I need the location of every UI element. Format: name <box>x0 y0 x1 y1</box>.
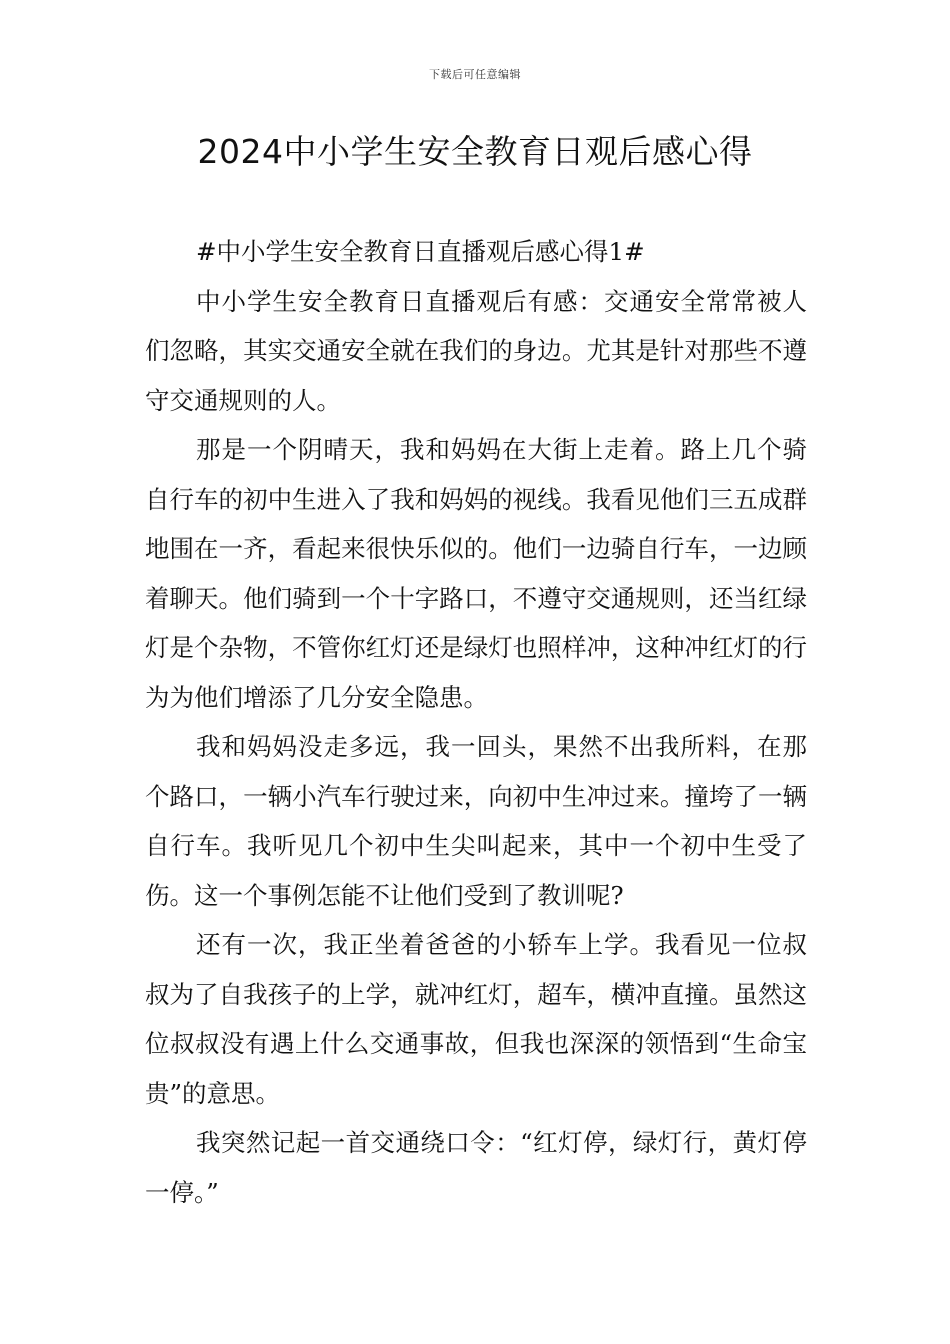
paragraph-intro: 中小学生安全教育日直播观后有感：交通安全常常被人们忽略，其实交通安全就在我们的身边。尤其是针对那些不遵守交通规则的人。 <box>145 286 807 415</box>
document-body <box>145 227 807 1217</box>
document-title: 2024中小学生安全教育日观后感心得 <box>197 132 753 171</box>
paragraph-accident: 我和妈妈没走多远，我一回头，果然不出我所料，在那个路口，一辆小汽车行驶过来，向初中生冲过来。撞垮了一辆自行车。我听见几个初中生尖叫起来，其中一个初中生受了伤。这一个事例怎能不让他们受到了教训呢? <box>145 732 807 910</box>
paragraph-section-heading: #中小学生安全教育日直播观后感心得1# <box>196 237 645 266</box>
paragraph-uncle: 还有一次，我正坐着爸爸的小轿车上学。我看见一位叔叔为了自我孩子的上学，就冲红灯，超车，横冲直撞。虽然这位叔叔没有遇上什么交通事故，但我也深深的领悟到“生命宝贵”的意思。 <box>145 930 807 1108</box>
paragraph-rhyme: 我突然记起一首交通绕口令：“红灯停，绿灯行，黄灯停一停。” <box>145 1128 807 1207</box>
paragraph-cyclists: 那是一个阴晴天，我和妈妈在大街上走着。路上几个骑自行车的初中生进入了我和妈妈的视线。我看见他们三五成群地围在一齐，看起来很快乐似的。他们一边骑自行车，一边顾着聊天。他们骑到一个十字路口，不遵守交通规则，还当红绿灯是个杂物，不管你红灯还是绿灯也照样冲，这种冲红灯的行为为他们增添了几分安全隐患。 <box>145 435 807 712</box>
header-note: 下载后可任意编辑 <box>429 68 521 81</box>
